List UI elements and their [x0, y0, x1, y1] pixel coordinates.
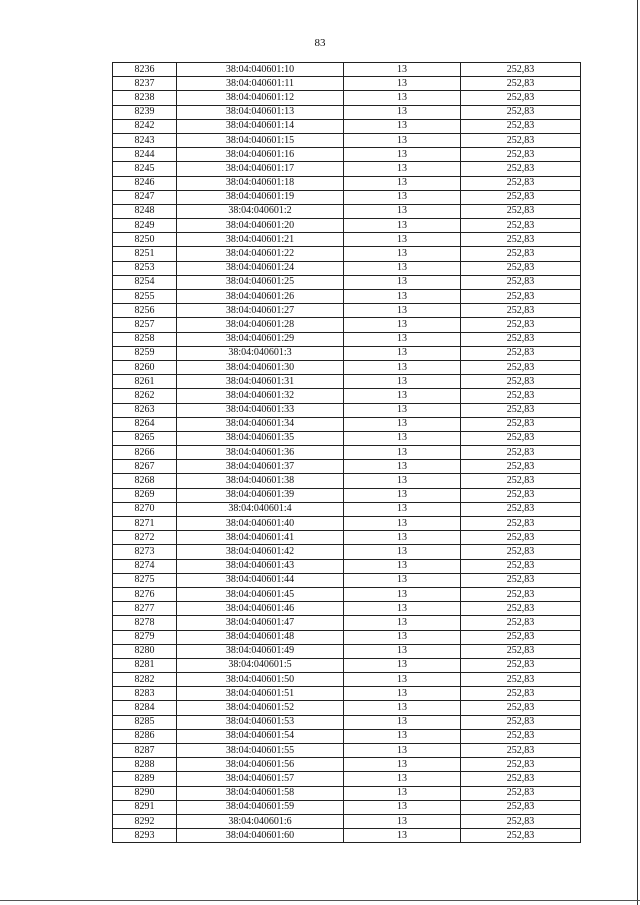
- table-row: [113, 758, 581, 772]
- table-row: [113, 673, 581, 687]
- row-number-cell: 8246: [113, 176, 177, 190]
- row-number-cell: 8267: [113, 460, 177, 474]
- table-row: [113, 133, 581, 147]
- cadastral-number-cell: 38:04:040601:58: [177, 786, 344, 800]
- table-row: [113, 275, 581, 289]
- area-cell: 13: [344, 687, 461, 701]
- value-cell: 252,83: [461, 800, 581, 814]
- area-cell: 13: [344, 616, 461, 630]
- row-number-cell: 8239: [113, 105, 177, 119]
- row-number-cell: 8257: [113, 318, 177, 332]
- value-cell: 252,83: [461, 460, 581, 474]
- area-cell: 13: [344, 701, 461, 715]
- area-cell: 13: [344, 587, 461, 601]
- cadastral-number-cell: 38:04:040601:29: [177, 332, 344, 346]
- row-number-cell: 8245: [113, 162, 177, 176]
- table-row: [113, 630, 581, 644]
- row-number-cell: 8290: [113, 786, 177, 800]
- table-row: [113, 148, 581, 162]
- row-number-cell: 8256: [113, 304, 177, 318]
- value-cell: 252,83: [461, 616, 581, 630]
- row-number-cell: 8268: [113, 474, 177, 488]
- value-cell: 252,83: [461, 176, 581, 190]
- area-cell: 13: [344, 332, 461, 346]
- table-row: [113, 786, 581, 800]
- cadastral-number-cell: 38:04:040601:33: [177, 403, 344, 417]
- area-cell: 13: [344, 290, 461, 304]
- cadastral-number-cell: 38:04:040601:52: [177, 701, 344, 715]
- table-row: [113, 360, 581, 374]
- value-cell: 252,83: [461, 360, 581, 374]
- value-cell: 252,83: [461, 587, 581, 601]
- table-row: [113, 332, 581, 346]
- row-number-cell: 8274: [113, 559, 177, 573]
- table-row: [113, 375, 581, 389]
- table-row: [113, 91, 581, 105]
- row-number-cell: 8243: [113, 133, 177, 147]
- area-cell: 13: [344, 744, 461, 758]
- value-cell: 252,83: [461, 105, 581, 119]
- row-number-cell: 8292: [113, 814, 177, 828]
- value-cell: 252,83: [461, 758, 581, 772]
- area-cell: 13: [344, 531, 461, 545]
- area-cell: 13: [344, 375, 461, 389]
- table-row: [113, 403, 581, 417]
- cadastral-number-cell: 38:04:040601:39: [177, 488, 344, 502]
- area-cell: 13: [344, 829, 461, 843]
- table-row: [113, 304, 581, 318]
- cadastral-number-cell: 38:04:040601:57: [177, 772, 344, 786]
- cadastral-number-cell: 38:04:040601:43: [177, 559, 344, 573]
- value-cell: 252,83: [461, 247, 581, 261]
- value-cell: 252,83: [461, 786, 581, 800]
- table-row: [113, 587, 581, 601]
- value-cell: 252,83: [461, 658, 581, 672]
- table-row: [113, 105, 581, 119]
- value-cell: 252,83: [461, 290, 581, 304]
- area-cell: 13: [344, 431, 461, 445]
- value-cell: 252,83: [461, 162, 581, 176]
- value-cell: 252,83: [461, 119, 581, 133]
- area-cell: 13: [344, 275, 461, 289]
- area-cell: 13: [344, 559, 461, 573]
- table-row: [113, 346, 581, 360]
- table-row: [113, 431, 581, 445]
- table-row: [113, 162, 581, 176]
- row-number-cell: 8244: [113, 148, 177, 162]
- area-cell: 13: [344, 190, 461, 204]
- value-cell: 252,83: [461, 531, 581, 545]
- cadastral-number-cell: 38:04:040601:17: [177, 162, 344, 176]
- cadastral-number-cell: 38:04:040601:42: [177, 545, 344, 559]
- table-row: [113, 389, 581, 403]
- row-number-cell: 8262: [113, 389, 177, 403]
- row-number-cell: 8286: [113, 729, 177, 743]
- cadastral-number-cell: 38:04:040601:16: [177, 148, 344, 162]
- value-cell: 252,83: [461, 517, 581, 531]
- area-cell: 13: [344, 360, 461, 374]
- value-cell: 252,83: [461, 474, 581, 488]
- area-cell: 13: [344, 304, 461, 318]
- row-number-cell: 8250: [113, 233, 177, 247]
- row-number-cell: 8236: [113, 63, 177, 77]
- row-number-cell: 8260: [113, 360, 177, 374]
- area-cell: 13: [344, 488, 461, 502]
- value-cell: 252,83: [461, 829, 581, 843]
- cadastral-number-cell: 38:04:040601:38: [177, 474, 344, 488]
- area-cell: 13: [344, 417, 461, 431]
- cadastral-number-cell: 38:04:040601:45: [177, 587, 344, 601]
- row-number-cell: 8283: [113, 687, 177, 701]
- table-row: [113, 488, 581, 502]
- table-row: [113, 545, 581, 559]
- row-number-cell: 8264: [113, 417, 177, 431]
- row-number-cell: 8242: [113, 119, 177, 133]
- row-number-cell: 8273: [113, 545, 177, 559]
- registry-table-body: [113, 63, 581, 843]
- cadastral-number-cell: 38:04:040601:6: [177, 814, 344, 828]
- value-cell: 252,83: [461, 133, 581, 147]
- cadastral-number-cell: 38:04:040601:46: [177, 602, 344, 616]
- page-edge-line: [637, 0, 638, 905]
- value-cell: 252,83: [461, 644, 581, 658]
- row-number-cell: 8284: [113, 701, 177, 715]
- area-cell: 13: [344, 460, 461, 474]
- row-number-cell: 8253: [113, 261, 177, 275]
- area-cell: 13: [344, 729, 461, 743]
- value-cell: 252,83: [461, 332, 581, 346]
- cadastral-number-cell: 38:04:040601:20: [177, 219, 344, 233]
- value-cell: 252,83: [461, 417, 581, 431]
- cadastral-number-cell: 38:04:040601:5: [177, 658, 344, 672]
- table-row: [113, 318, 581, 332]
- value-cell: 252,83: [461, 715, 581, 729]
- cadastral-number-cell: 38:04:040601:2: [177, 204, 344, 218]
- cadastral-number-cell: 38:04:040601:24: [177, 261, 344, 275]
- row-number-cell: 8263: [113, 403, 177, 417]
- cadastral-number-cell: 38:04:040601:37: [177, 460, 344, 474]
- area-cell: 13: [344, 219, 461, 233]
- row-number-cell: 8281: [113, 658, 177, 672]
- value-cell: 252,83: [461, 403, 581, 417]
- page-number: 83: [314, 37, 326, 49]
- table-row: [113, 77, 581, 91]
- row-number-cell: 8269: [113, 488, 177, 502]
- cadastral-number-cell: 38:04:040601:36: [177, 446, 344, 460]
- row-number-cell: 8248: [113, 204, 177, 218]
- cadastral-number-cell: 38:04:040601:21: [177, 233, 344, 247]
- row-number-cell: 8261: [113, 375, 177, 389]
- row-number-cell: 8254: [113, 275, 177, 289]
- area-cell: 13: [344, 318, 461, 332]
- row-number-cell: 8237: [113, 77, 177, 91]
- table-row: [113, 502, 581, 516]
- table-row: [113, 63, 581, 77]
- table-row: [113, 616, 581, 630]
- cadastral-number-cell: 38:04:040601:11: [177, 77, 344, 91]
- table-row: [113, 658, 581, 672]
- value-cell: 252,83: [461, 261, 581, 275]
- row-number-cell: 8289: [113, 772, 177, 786]
- value-cell: 252,83: [461, 602, 581, 616]
- area-cell: 13: [344, 346, 461, 360]
- area-cell: 13: [344, 758, 461, 772]
- cadastral-number-cell: 38:04:040601:59: [177, 800, 344, 814]
- area-cell: 13: [344, 644, 461, 658]
- value-cell: 252,83: [461, 814, 581, 828]
- value-cell: 252,83: [461, 91, 581, 105]
- row-number-cell: 8249: [113, 219, 177, 233]
- cadastral-number-cell: 38:04:040601:12: [177, 91, 344, 105]
- table-row: [113, 772, 581, 786]
- value-cell: 252,83: [461, 729, 581, 743]
- cadastral-number-cell: 38:04:040601:4: [177, 502, 344, 516]
- row-number-cell: 8272: [113, 531, 177, 545]
- row-number-cell: 8271: [113, 517, 177, 531]
- area-cell: 13: [344, 119, 461, 133]
- cadastral-number-cell: 38:04:040601:49: [177, 644, 344, 658]
- value-cell: 252,83: [461, 744, 581, 758]
- table-row: [113, 190, 581, 204]
- area-cell: 13: [344, 715, 461, 729]
- table-row: [113, 233, 581, 247]
- table-row: [113, 701, 581, 715]
- area-cell: 13: [344, 389, 461, 403]
- page-bottom-line: [0, 900, 640, 901]
- area-cell: 13: [344, 517, 461, 531]
- table-row: [113, 204, 581, 218]
- cadastral-number-cell: 38:04:040601:55: [177, 744, 344, 758]
- area-cell: 13: [344, 800, 461, 814]
- row-number-cell: 8247: [113, 190, 177, 204]
- cadastral-number-cell: 38:04:040601:30: [177, 360, 344, 374]
- area-cell: 13: [344, 77, 461, 91]
- cadastral-number-cell: 38:04:040601:25: [177, 275, 344, 289]
- table-row: [113, 446, 581, 460]
- value-cell: 252,83: [461, 673, 581, 687]
- row-number-cell: 8279: [113, 630, 177, 644]
- area-cell: 13: [344, 502, 461, 516]
- area-cell: 13: [344, 573, 461, 587]
- value-cell: 252,83: [461, 233, 581, 247]
- value-cell: 252,83: [461, 190, 581, 204]
- area-cell: 13: [344, 261, 461, 275]
- row-number-cell: 8266: [113, 446, 177, 460]
- cadastral-number-cell: 38:04:040601:48: [177, 630, 344, 644]
- area-cell: 13: [344, 814, 461, 828]
- cadastral-number-cell: 38:04:040601:19: [177, 190, 344, 204]
- value-cell: 252,83: [461, 304, 581, 318]
- cadastral-number-cell: 38:04:040601:54: [177, 729, 344, 743]
- table-row: [113, 715, 581, 729]
- table-row: [113, 814, 581, 828]
- row-number-cell: 8255: [113, 290, 177, 304]
- cadastral-number-cell: 38:04:040601:41: [177, 531, 344, 545]
- area-cell: 13: [344, 204, 461, 218]
- area-cell: 13: [344, 673, 461, 687]
- cadastral-number-cell: 38:04:040601:10: [177, 63, 344, 77]
- value-cell: 252,83: [461, 219, 581, 233]
- cadastral-number-cell: 38:04:040601:26: [177, 290, 344, 304]
- area-cell: 13: [344, 162, 461, 176]
- table-row: [113, 729, 581, 743]
- cadastral-number-cell: 38:04:040601:56: [177, 758, 344, 772]
- table-row: [113, 119, 581, 133]
- cadastral-number-cell: 38:04:040601:40: [177, 517, 344, 531]
- table-row: [113, 573, 581, 587]
- cadastral-number-cell: 38:04:040601:50: [177, 673, 344, 687]
- table-row: [113, 176, 581, 190]
- area-cell: 13: [344, 105, 461, 119]
- value-cell: 252,83: [461, 389, 581, 403]
- cadastral-number-cell: 38:04:040601:3: [177, 346, 344, 360]
- value-cell: 252,83: [461, 204, 581, 218]
- row-number-cell: 8275: [113, 573, 177, 587]
- area-cell: 13: [344, 630, 461, 644]
- cadastral-number-cell: 38:04:040601:47: [177, 616, 344, 630]
- cadastral-number-cell: 38:04:040601:35: [177, 431, 344, 445]
- table-row: [113, 460, 581, 474]
- row-number-cell: 8270: [113, 502, 177, 516]
- area-cell: 13: [344, 786, 461, 800]
- area-cell: 13: [344, 658, 461, 672]
- area-cell: 13: [344, 474, 461, 488]
- table-row: [113, 261, 581, 275]
- table-row: [113, 602, 581, 616]
- row-number-cell: 8259: [113, 346, 177, 360]
- area-cell: 13: [344, 148, 461, 162]
- value-cell: 252,83: [461, 687, 581, 701]
- row-number-cell: 8288: [113, 758, 177, 772]
- cadastral-number-cell: 38:04:040601:60: [177, 829, 344, 843]
- table-row: [113, 417, 581, 431]
- area-cell: 13: [344, 91, 461, 105]
- table-row: [113, 219, 581, 233]
- value-cell: 252,83: [461, 318, 581, 332]
- value-cell: 252,83: [461, 701, 581, 715]
- area-cell: 13: [344, 133, 461, 147]
- value-cell: 252,83: [461, 502, 581, 516]
- row-number-cell: 8291: [113, 800, 177, 814]
- row-number-cell: 8258: [113, 332, 177, 346]
- value-cell: 252,83: [461, 630, 581, 644]
- cadastral-number-cell: 38:04:040601:51: [177, 687, 344, 701]
- value-cell: 252,83: [461, 559, 581, 573]
- cadastral-number-cell: 38:04:040601:18: [177, 176, 344, 190]
- value-cell: 252,83: [461, 431, 581, 445]
- table-row: [113, 687, 581, 701]
- value-cell: 252,83: [461, 63, 581, 77]
- table-row: [113, 559, 581, 573]
- cadastral-number-cell: 38:04:040601:22: [177, 247, 344, 261]
- value-cell: 252,83: [461, 346, 581, 360]
- value-cell: 252,83: [461, 573, 581, 587]
- cadastral-number-cell: 38:04:040601:53: [177, 715, 344, 729]
- table-row: [113, 290, 581, 304]
- table-row: [113, 644, 581, 658]
- table-row: [113, 247, 581, 261]
- cadastral-number-cell: 38:04:040601:34: [177, 417, 344, 431]
- cadastral-number-cell: 38:04:040601:13: [177, 105, 344, 119]
- row-number-cell: 8265: [113, 431, 177, 445]
- row-number-cell: 8293: [113, 829, 177, 843]
- cadastral-number-cell: 38:04:040601:14: [177, 119, 344, 133]
- area-cell: 13: [344, 63, 461, 77]
- area-cell: 13: [344, 602, 461, 616]
- value-cell: 252,83: [461, 148, 581, 162]
- cadastral-number-cell: 38:04:040601:31: [177, 375, 344, 389]
- table-row: [113, 517, 581, 531]
- area-cell: 13: [344, 446, 461, 460]
- cadastral-number-cell: 38:04:040601:15: [177, 133, 344, 147]
- value-cell: 252,83: [461, 375, 581, 389]
- area-cell: 13: [344, 233, 461, 247]
- row-number-cell: 8276: [113, 587, 177, 601]
- area-cell: 13: [344, 176, 461, 190]
- row-number-cell: 8285: [113, 715, 177, 729]
- cadastral-number-cell: 38:04:040601:44: [177, 573, 344, 587]
- cadastral-number-cell: 38:04:040601:28: [177, 318, 344, 332]
- cadastral-number-cell: 38:04:040601:32: [177, 389, 344, 403]
- row-number-cell: 8251: [113, 247, 177, 261]
- row-number-cell: 8277: [113, 602, 177, 616]
- registry-table: [112, 62, 581, 843]
- table-row: [113, 744, 581, 758]
- area-cell: 13: [344, 545, 461, 559]
- value-cell: 252,83: [461, 77, 581, 91]
- table-row: [113, 531, 581, 545]
- cadastral-number-cell: 38:04:040601:27: [177, 304, 344, 318]
- row-number-cell: 8282: [113, 673, 177, 687]
- row-number-cell: 8278: [113, 616, 177, 630]
- table-row: [113, 829, 581, 843]
- row-number-cell: 8287: [113, 744, 177, 758]
- row-number-cell: 8238: [113, 91, 177, 105]
- area-cell: 13: [344, 772, 461, 786]
- value-cell: 252,83: [461, 275, 581, 289]
- area-cell: 13: [344, 247, 461, 261]
- value-cell: 252,83: [461, 446, 581, 460]
- value-cell: 252,83: [461, 488, 581, 502]
- value-cell: 252,83: [461, 545, 581, 559]
- row-number-cell: 8280: [113, 644, 177, 658]
- table-row: [113, 474, 581, 488]
- table-row: [113, 800, 581, 814]
- value-cell: 252,83: [461, 772, 581, 786]
- area-cell: 13: [344, 403, 461, 417]
